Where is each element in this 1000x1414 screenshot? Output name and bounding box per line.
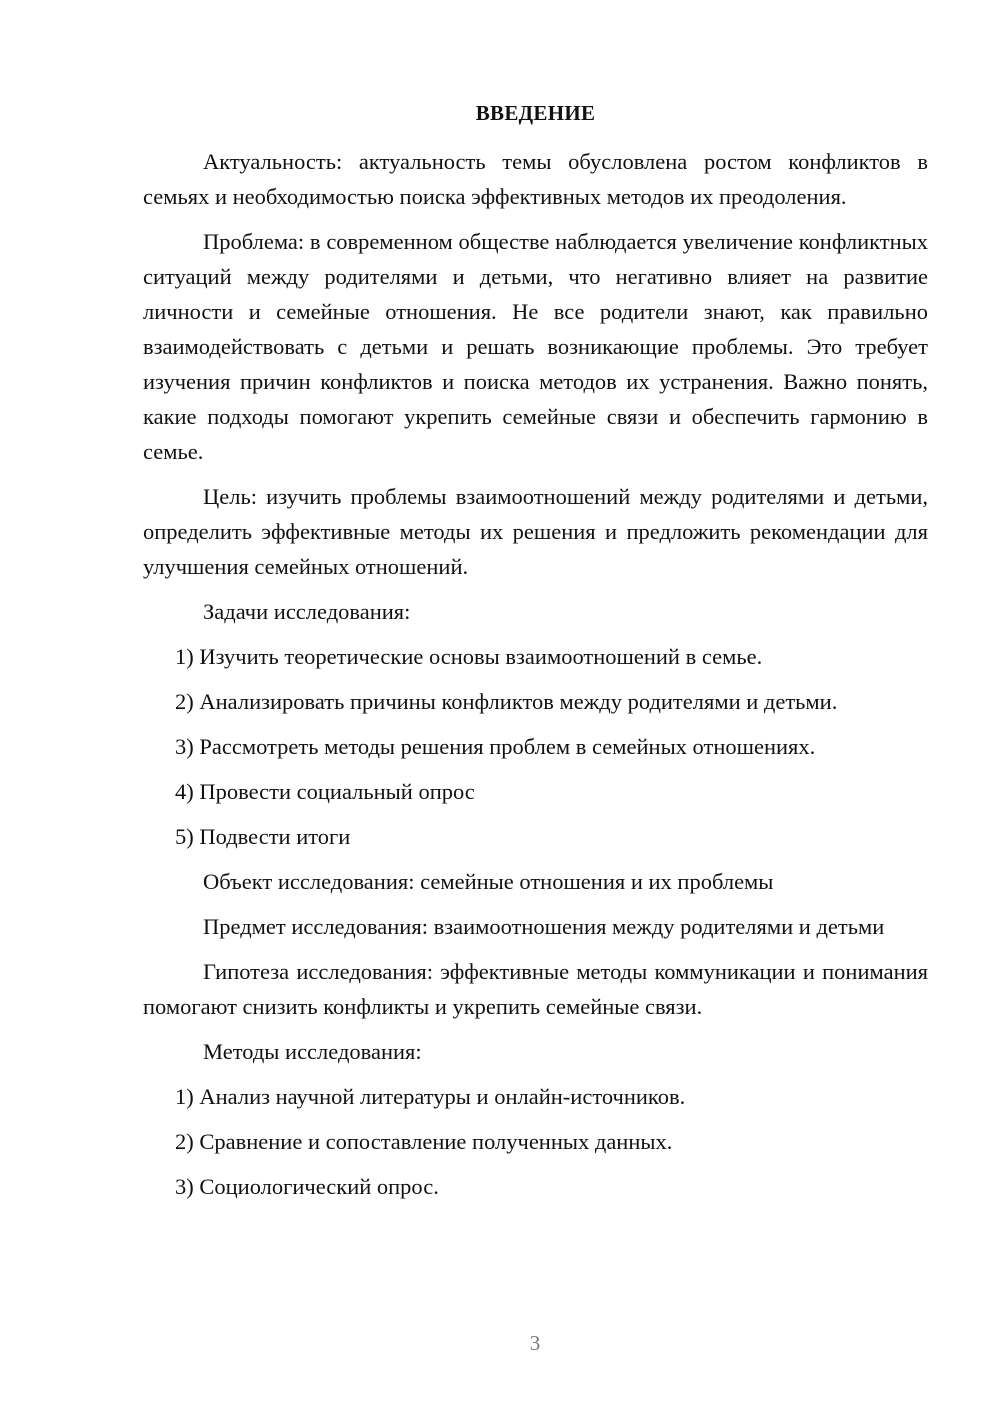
section-title: ВВЕДЕНИЕ [475, 101, 596, 125]
goal-paragraph: Цель: изучить проблемы взаимоотношений между родителями и детьми, определить эффективные методы их решения и предложить рекомендации для улучшения семейных отношений. [143, 484, 928, 579]
task-item: 1) Изучить теоретические основы взаимоотношений в семье. [175, 644, 763, 669]
method-item: 2) Сравнение и сопоставление полученных данных. [175, 1129, 673, 1154]
methods-heading: Методы исследования: [203, 1039, 422, 1064]
method-item: 3) Социологический опрос. [175, 1174, 439, 1199]
method-item: 1) Анализ научной литературы и онлайн-источников. [175, 1084, 686, 1109]
tasks-list [143, 639, 928, 854]
problem-paragraph: Проблема: в современном обществе наблюдается увеличение конфликтных ситуаций между родителями и детьми, что негативно влияет на развитие личности и семейные отношения. Не все родители знают, как правильно взаимодействовать с детьми и решать возникающие проблемы. Это требует изучения причин конфликтов и поиска методов их устранения. Важно понять, какие подходы помогают укрепить семейные связи и обеспечить гармонию в семье. [143, 229, 928, 464]
task-item: 3) Рассмотреть методы решения проблем в семейных отношениях. [175, 734, 816, 759]
subject-paragraph: Предмет исследования: взаимоотношения между родителями и детьми [203, 914, 885, 939]
task-item: 5) Подвести итоги [175, 824, 351, 849]
object-line: Объект исследования: семейные отношения и их проблемы [203, 869, 774, 894]
methods-list [143, 1079, 928, 1204]
task-item: 2) Анализировать причины конфликтов между родителями и детьми. [175, 689, 838, 714]
document-page [143, 96, 928, 1214]
relevance-paragraph: Актуальность: актуальность темы обусловлена ростом конфликтов в семьях и необходимостью поиска эффективных методов их преодоления. [143, 149, 928, 209]
tasks-heading: Задачи исследования: [203, 599, 411, 624]
task-item: 4) Провести социальный опрос [175, 779, 475, 804]
hypothesis-paragraph: Гипотеза исследования: эффективные методы коммуникации и понимания помогают снизить конфликты и укрепить семейные связи. [143, 959, 928, 1019]
page-number: 3 [529, 1331, 541, 1355]
